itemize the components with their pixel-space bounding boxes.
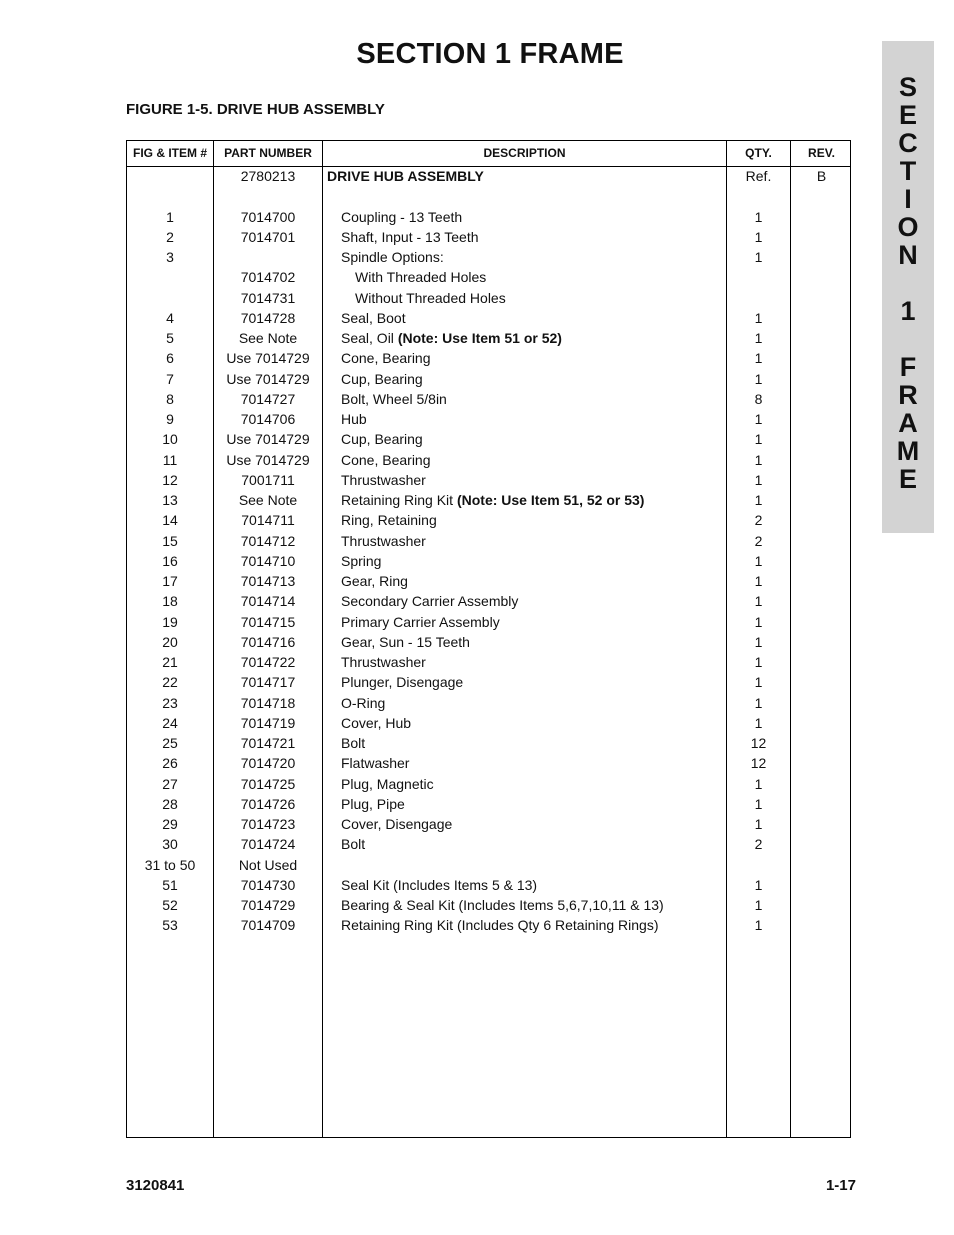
item-number-cell: 15 [162, 532, 178, 549]
part-number-cell: 7014727 [240, 390, 296, 407]
part-number-cell: See Note [238, 492, 298, 508]
qty-cell: 1 [754, 714, 763, 731]
qty-cell: 1 [754, 876, 763, 893]
table-row [127, 915, 850, 935]
description-cell [341, 369, 423, 389]
header-qty: QTY. [745, 146, 772, 160]
description-cell [341, 490, 644, 510]
qty-cell: 1 [754, 795, 763, 812]
table-header-row [127, 141, 850, 167]
qty-cell: 1 [754, 350, 763, 367]
qty-cell: 2 [754, 836, 763, 853]
item-number-cell: 51 [162, 876, 178, 893]
table-row [127, 591, 850, 611]
description-cell [341, 308, 406, 328]
item-number-cell: 14 [162, 512, 178, 529]
qty-cell: 1 [754, 694, 763, 711]
qty-cell: 1 [754, 674, 763, 691]
description-text: Secondary Carrier Assembly [341, 593, 519, 610]
description-text: Flatwasher [341, 755, 410, 772]
table-row [127, 470, 850, 490]
description-cell [341, 794, 405, 814]
part-number-cell: 7014722 [240, 654, 296, 670]
part-number-cell: 7014715 [240, 613, 296, 630]
table-row [127, 551, 850, 571]
item-number-cell: 2 [166, 228, 174, 245]
description-note: (Note: Use Item 51 or 52) [397, 330, 562, 346]
table-row [127, 774, 850, 794]
item-number-cell: 31 to 50 [144, 856, 196, 873]
table-row [127, 875, 850, 895]
table-row [127, 632, 850, 652]
part-number-cell: 7014713 [240, 573, 296, 589]
part-number-cell: 7014724 [240, 836, 296, 853]
description-cell [341, 571, 408, 591]
qty-cell: 1 [754, 309, 763, 326]
table-row [127, 348, 850, 368]
qty-cell: 1 [754, 613, 763, 630]
description-cell [341, 632, 470, 652]
table-body [127, 166, 850, 936]
description-text: Cover, Hub [341, 714, 412, 731]
table-row [127, 207, 850, 227]
item-number-cell: 52 [162, 897, 178, 913]
item-number-cell: 21 [162, 654, 178, 670]
description-cell [341, 551, 381, 571]
table-row [127, 753, 850, 773]
item-number-cell: 29 [162, 816, 178, 832]
side-tab-letter: M [896, 436, 920, 466]
description-text: With Threaded Holes [355, 269, 487, 286]
part-number-cell: 7014728 [240, 309, 296, 326]
part-number-cell: 2780213 [240, 168, 296, 184]
part-number-cell: 7014716 [240, 633, 296, 650]
part-number-cell: 7014719 [240, 714, 296, 731]
qty-cell: 12 [750, 755, 767, 772]
description-text: Seal, Oil [341, 330, 398, 346]
description-text: Plunger, Disengage [341, 674, 464, 691]
description-text: Retaining Ring Kit (Includes Qty 6 Retaining Rings) [341, 917, 659, 934]
qty-cell: 1 [754, 492, 763, 508]
table-row [127, 834, 850, 854]
part-number-cell: 7014709 [240, 917, 296, 934]
description-text: Seal Kit (Includes Items 5 & 13) [341, 876, 538, 893]
table-row [127, 227, 850, 247]
qty-cell: 1 [754, 917, 763, 934]
description-text: O-Ring [341, 694, 386, 711]
qty-cell: 1 [754, 228, 763, 245]
description-cell [341, 328, 562, 348]
table-row [127, 247, 850, 267]
description-cell [341, 652, 426, 672]
description-cell [341, 591, 518, 611]
qty-cell: 1 [754, 411, 763, 427]
item-number-cell: 10 [162, 431, 178, 448]
table-row [127, 814, 850, 834]
qty-cell: 8 [754, 390, 763, 407]
table-row [127, 308, 850, 328]
description-text: Thrustwasher [341, 654, 426, 670]
qty-cell: 1 [754, 471, 763, 488]
table-row [127, 166, 850, 186]
item-number-cell: 9 [166, 411, 174, 427]
part-number-cell: 7014717 [240, 674, 296, 691]
item-number-cell: 53 [162, 917, 178, 934]
description-cell [341, 834, 365, 854]
description-cell [327, 166, 484, 186]
description-cell [341, 207, 462, 227]
item-number-cell: 18 [162, 593, 178, 610]
side-tab-letter: N [898, 240, 918, 270]
header-rev: REV. [808, 146, 835, 160]
part-number-cell: 7014731 [240, 289, 296, 306]
part-number-cell: 7014725 [240, 775, 296, 792]
description-cell [341, 409, 367, 429]
page-number: 1-17 [825, 1177, 856, 1194]
part-number-cell: Use 7014729 [226, 350, 310, 367]
description-text: Thrustwasher [341, 532, 426, 549]
description-text: DRIVE HUB ASSEMBLY [327, 168, 484, 184]
item-number-cell: 8 [166, 390, 174, 407]
description-cell [341, 510, 437, 530]
table-row [127, 450, 850, 470]
description-cell [341, 875, 537, 895]
description-cell [341, 389, 447, 409]
part-number-cell: 7014700 [240, 208, 296, 225]
description-cell [341, 693, 385, 713]
description-text: Gear, Sun - 15 Teeth [341, 633, 470, 650]
description-text: Retaining Ring Kit [341, 492, 457, 508]
item-number-cell: 27 [162, 775, 178, 792]
qty-cell: 1 [754, 249, 763, 265]
qty-cell: 1 [754, 431, 763, 448]
item-number-cell: 7 [166, 370, 174, 387]
description-text: Plug, Pipe [341, 795, 405, 812]
table-row [127, 409, 850, 429]
description-text: Cone, Bearing [341, 350, 431, 367]
description-cell [341, 814, 452, 834]
description-text: Cone, Bearing [341, 451, 431, 468]
description-text: Shaft, Input - 13 Teeth [341, 228, 479, 245]
item-number-cell: 23 [162, 694, 178, 711]
description-text: Coupling - 13 Teeth [341, 208, 463, 225]
part-number-cell: Use 7014729 [226, 431, 310, 448]
item-number-cell: 4 [166, 309, 174, 326]
description-text: Bearing & Seal Kit (Includes Items 5,6,7,10,11 & 13) [341, 897, 664, 913]
table-row [127, 267, 850, 287]
item-number-cell: 22 [162, 674, 178, 691]
description-cell [341, 247, 444, 267]
side-tab-letter: O [897, 212, 919, 242]
table-row [127, 672, 850, 692]
description-text: Cover, Disengage [341, 816, 453, 832]
item-number-cell: 20 [162, 633, 178, 650]
qty-cell: 1 [754, 330, 763, 346]
part-number-cell: Use 7014729 [226, 451, 310, 468]
qty-cell: 2 [754, 512, 763, 529]
part-number-cell: 7014723 [240, 816, 296, 832]
qty-cell: 1 [754, 573, 763, 589]
item-number-cell: 3 [166, 249, 174, 265]
part-number-cell: 7014720 [240, 755, 296, 772]
table-row [127, 693, 850, 713]
part-number-cell: 7014712 [240, 532, 296, 549]
qty-cell: 1 [754, 816, 763, 832]
document-number: 3120841 [126, 1177, 185, 1194]
table-row [127, 612, 850, 632]
item-number-cell: 28 [162, 795, 178, 812]
description-text: Plug, Magnetic [341, 775, 434, 792]
side-tab-letter: C [898, 128, 918, 158]
qty-cell: 2 [754, 532, 763, 549]
side-tab-letter: E [898, 100, 917, 130]
side-tab-letter: A [898, 408, 918, 438]
description-cell [341, 531, 426, 551]
part-number-cell: Use 7014729 [226, 370, 310, 387]
table-row [127, 288, 850, 308]
qty-cell: 1 [754, 775, 763, 792]
table-row [127, 389, 850, 409]
item-number-cell: 5 [166, 330, 174, 346]
item-number-cell: 26 [162, 755, 178, 772]
side-tab-letter: T [899, 156, 917, 186]
description-text: Primary Carrier Assembly [341, 613, 500, 630]
table-row [127, 186, 850, 206]
description-text: Gear, Ring [341, 573, 408, 589]
description-cell [341, 227, 479, 247]
table-row [127, 510, 850, 530]
description-cell [341, 753, 409, 773]
part-number-cell: 7001711 [241, 471, 295, 488]
description-text: Bolt [341, 836, 366, 853]
qty-cell: 1 [754, 897, 763, 913]
table-row [127, 490, 850, 510]
section-title: SECTION 1 FRAME [356, 38, 624, 70]
description-cell [341, 774, 434, 794]
item-number-cell: 1 [166, 208, 174, 225]
qty-cell: 1 [754, 208, 763, 225]
header-fig-item: FIG & ITEM # [132, 146, 207, 160]
table-row [127, 713, 850, 733]
table-row [127, 571, 850, 591]
side-tab-letter: R [898, 380, 918, 410]
part-number-cell: 7014730 [240, 876, 296, 893]
side-tab-letter: 1 [900, 296, 916, 326]
section-side-tab [882, 41, 934, 533]
qty-cell: 1 [754, 654, 763, 670]
part-number-cell: 7014701 [240, 228, 296, 245]
table-row [127, 369, 850, 389]
part-number-cell: 7014710 [240, 552, 296, 569]
qty-cell: 1 [754, 593, 763, 610]
description-cell [341, 713, 411, 733]
description-text: Spindle Options: [341, 249, 444, 265]
part-number-cell: Not Used [238, 856, 298, 873]
part-number-cell: See Note [238, 330, 298, 346]
item-number-cell: 13 [162, 492, 178, 508]
description-cell [355, 267, 486, 287]
item-number-cell: 16 [162, 552, 178, 569]
part-number-cell: 7014718 [240, 694, 296, 711]
description-cell [341, 895, 664, 915]
description-note: (Note: Use Item 51, 52 or 53) [456, 492, 645, 508]
side-tab-letter: I [904, 184, 912, 214]
table-row [127, 531, 850, 551]
table-row [127, 652, 850, 672]
description-text: Ring, Retaining [341, 512, 437, 529]
description-cell [341, 733, 365, 753]
qty-cell: 1 [754, 451, 763, 468]
item-number-cell: 17 [162, 573, 178, 589]
qty-cell: 1 [754, 633, 763, 650]
item-number-cell: 25 [162, 735, 178, 751]
description-text: Seal, Boot [341, 309, 406, 326]
description-text: Bolt, Wheel 5/8in [341, 390, 447, 407]
description-text: Spring [341, 552, 382, 569]
qty-cell: Ref. [745, 168, 772, 184]
item-number-cell: 12 [162, 471, 178, 488]
parts-table [126, 140, 851, 1138]
item-number-cell: 24 [162, 714, 178, 731]
table-row [127, 733, 850, 753]
qty-cell: 1 [754, 552, 763, 569]
table-row [127, 429, 850, 449]
description-cell [341, 915, 659, 935]
description-cell [341, 429, 423, 449]
header-description: DESCRIPTION [483, 146, 566, 160]
part-number-cell: 7014714 [240, 593, 296, 610]
part-number-cell: 7014706 [240, 411, 296, 427]
rev-cell: B [816, 168, 827, 184]
description-cell [341, 612, 500, 632]
table-row [127, 855, 850, 875]
table-row [127, 794, 850, 814]
qty-cell: 12 [750, 735, 767, 751]
side-tab-letter: F [899, 352, 917, 382]
side-tab-letter: E [898, 464, 917, 494]
description-cell [341, 672, 463, 692]
description-text: Without Threaded Holes [355, 289, 506, 306]
part-number-cell: 7014726 [240, 795, 296, 812]
description-cell [341, 470, 426, 490]
item-number-cell: 19 [162, 613, 178, 630]
header-part-number: PART NUMBER [224, 146, 312, 160]
figure-title: FIGURE 1-5. DRIVE HUB ASSEMBLY [126, 101, 385, 118]
item-number-cell: 6 [166, 350, 174, 367]
description-cell [341, 450, 431, 470]
qty-cell: 1 [754, 370, 763, 387]
description-cell [341, 348, 431, 368]
part-number-cell: 7014729 [240, 897, 296, 913]
item-number-cell: 30 [162, 836, 178, 853]
part-number-cell: 7014711 [241, 512, 295, 529]
table-row [127, 328, 850, 348]
item-number-cell: 11 [162, 451, 178, 468]
side-tab-letter: S [898, 72, 917, 102]
description-text: Hub [341, 411, 367, 427]
description-text: Cup, Bearing [341, 370, 423, 387]
part-number-cell: 7014721 [240, 735, 296, 751]
part-number-cell: 7014702 [240, 269, 296, 286]
description-text: Thrustwasher [341, 471, 426, 488]
description-text: Bolt [341, 735, 366, 751]
description-cell [355, 288, 506, 308]
table-row [127, 895, 850, 915]
description-text: Cup, Bearing [341, 431, 423, 448]
